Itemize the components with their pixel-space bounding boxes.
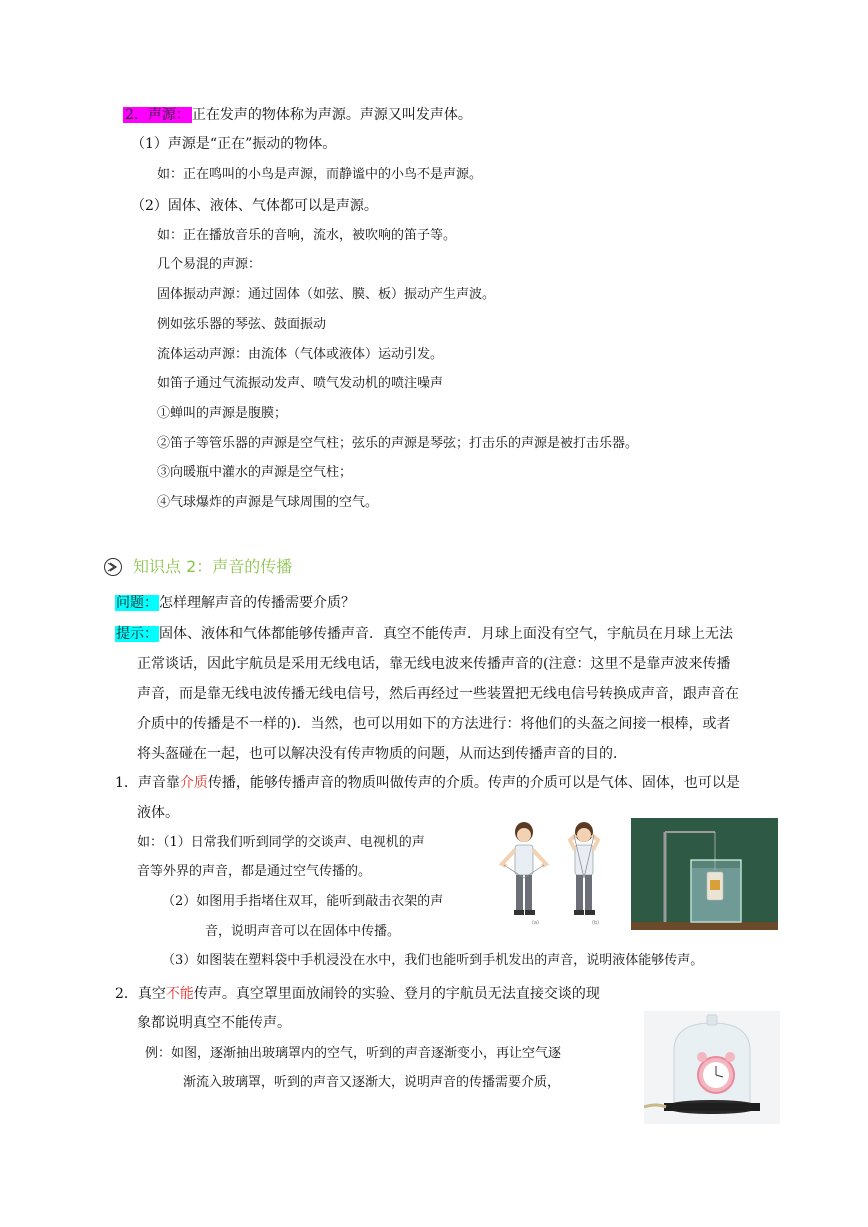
item-2: 2．真空不能传声。真空罩里面放闹铃的实验、登月的宇航员无法直接交谈的现: [115, 986, 600, 1002]
hint-line: 将头盔碰在一起，也可以解决没有传声物质的问题，从而达到传播声音的目的．: [137, 746, 627, 762]
keyword-medium: 介质: [179, 775, 208, 791]
hint-text: 固体、液体和气体都能够传播声音．真空不能传声．月球上面没有空气，宇航员在月球上无法: [159, 626, 733, 642]
section-label: 2．声源：: [125, 107, 190, 123]
example-line: 音，说明声音可以在固体中传播。: [205, 924, 401, 939]
item-1-cont: 液体。: [137, 805, 179, 821]
chevron-circle-icon: [103, 557, 123, 577]
example-line: （3）如图装在塑料袋中手机浸没在水中，我们也能听到手机发出的声音，说明液体能够传声。: [162, 953, 704, 968]
fluid-example: 如笛子通过气流振动发声、喷气发动机的喷注噪声: [157, 376, 444, 391]
question-text: 怎样理解声音的传播需要介质？: [159, 595, 355, 611]
hint-line: 声音，而是靠无线电波传播无线电信号，然后再经过一些装置把无线电信号转换成声音，跟声音在: [137, 686, 739, 702]
list-item: ③向暖瓶中灌水的声源是空气柱；: [157, 465, 353, 480]
confusing-title: 几个易混的声源：: [157, 257, 262, 272]
point-1: （1）声源是“正在”振动的物体。: [131, 136, 337, 152]
list-item: ②笛子等管乐器的声源是空气柱；弦乐的声源是琴弦；打击乐的声源是被打击乐器。: [157, 436, 639, 451]
hint-label: 提示：: [116, 626, 158, 642]
example-line: 如：（1）日常我们听到同学的交谈声、电视机的声: [137, 835, 425, 850]
item-2-cont: 象都说明真空不能传声。: [137, 1015, 291, 1031]
solid-example: 例如弦乐器的琴弦、鼓面振动: [157, 317, 327, 332]
point-2: （2）固体、液体、气体都可以是声源。: [131, 198, 378, 214]
hint-line: 正常谈话，因此宇航员是采用无线电话，靠无线电波来传播声音的(注意：这里不是靠声波来传播: [137, 656, 731, 672]
list-item: ④气球爆炸的声源是气球周围的空气。: [157, 495, 379, 510]
item-1: 1．声音靠介质传播，能够传播声音的物质叫做传声的介质。传声的介质可以是气体、固体，也可以是: [115, 775, 740, 791]
keyword-cannot: 不能: [165, 986, 194, 1002]
example-line: （2）如图用手指堵住双耳，能听到敲击衣架的声: [162, 894, 444, 909]
section-heading: [123, 105, 472, 125]
hint-line: 介质中的传播是不一样的)．当然，也可以用如下的方法进行：将他们的头盔之间接一根棒，或者: [137, 716, 731, 732]
point-2-example: 如：正在播放音乐的音响，流水，被吹响的笛子等。: [157, 228, 457, 243]
point-1-example: 如：正在鸣叫的小鸟是声源，而静谧中的小鸟不是声源。: [157, 167, 483, 182]
bell-jar-figure: [644, 1011, 780, 1124]
question-label: 问题：: [116, 595, 158, 611]
example-line: 例：如图，逐渐抽出玻璃罩内的空气，听到的声音逐渐变小，再让空气逐: [145, 1046, 562, 1061]
list-item: ①蝉叫的声源是腹膜；: [157, 406, 288, 421]
question: [115, 593, 355, 613]
phone-in-water-figure: [631, 818, 778, 930]
figure-label-a: (a): [532, 920, 539, 926]
example-line: 音等外界的声音，都是通过空气传播的。: [137, 864, 372, 879]
boy-figure: [570, 822, 598, 915]
figure-label-b: (b): [592, 920, 600, 926]
solid-source: 固体振动声源：通过固体（如弦、膜、板）振动产生声波。: [157, 287, 496, 302]
hint-line: [115, 624, 733, 644]
hanger-experiment-figure: [492, 818, 622, 928]
boy-figure: [502, 822, 546, 915]
fluid-source: 流体运动声源：由流体（气体或液体）运动引发。: [157, 347, 444, 362]
section-definition: 正在发声的物体称为声源。声源又叫发声体。: [191, 107, 472, 123]
example-line: 渐流入玻璃罩，听到的声音又逐渐大，说明声音的传播需要介质，: [183, 1075, 561, 1090]
knowledge-point-title: 知识点 2：声音的传播: [133, 557, 293, 576]
